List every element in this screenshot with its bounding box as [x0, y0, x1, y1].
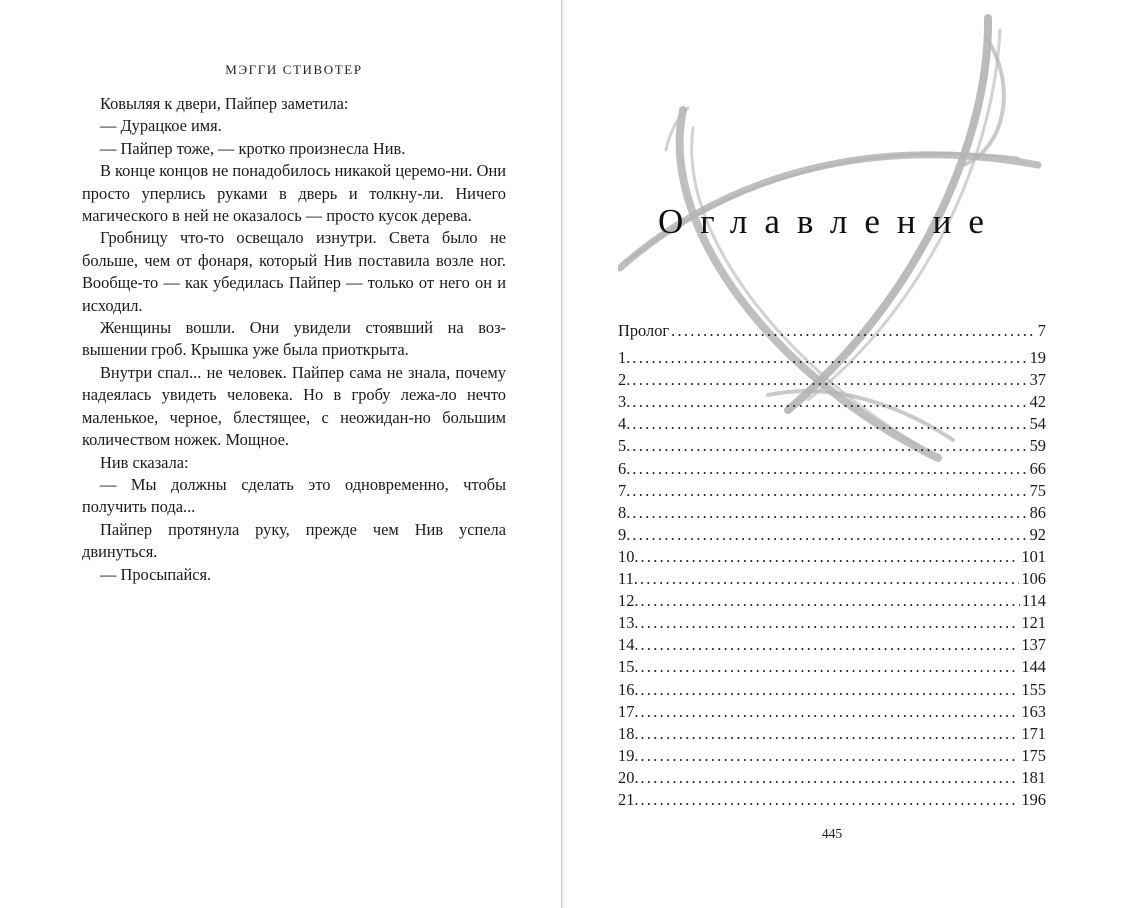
toc-entry-page: 155: [1021, 679, 1046, 699]
toc-entry-page: 144: [1021, 657, 1046, 677]
dot-leader: [641, 745, 1020, 767]
toc-entry-label: Пролог: [618, 321, 670, 340]
toc-entry-label: 13.: [618, 613, 639, 633]
toc-entry-page: 106: [1021, 569, 1046, 589]
page-number: 445: [821, 826, 843, 841]
toc-entry-page: 54: [1029, 414, 1046, 434]
toc-entry[interactable]: [618, 458, 1046, 480]
toc-entry-page: 42: [1029, 392, 1046, 412]
gutter-shadow: [562, 0, 565, 908]
toc-entry-label: 9.: [618, 524, 631, 544]
toc-entry[interactable]: [618, 634, 1046, 656]
toc-entry-label: 3.: [618, 392, 631, 412]
paragraph: Женщины вошли. Они увидели стоявший на воз-вышении гроб. Крышка уже была приоткрыта.: [82, 318, 506, 360]
paragraph: Гробницу что-то освещало изнутри. Света было не больше, чем от фонаря, который Нив поставила возле ног. Вообще-то — как убедилась Пайпер — только от него он и исходил.: [82, 228, 506, 315]
toc-entry-page: 121: [1021, 613, 1046, 633]
toc-entry[interactable]: [618, 502, 1046, 524]
table-of-contents: [618, 320, 1046, 811]
toc-entry-label: 17.: [618, 701, 639, 721]
paragraph: — Мы должны сделать это одновременно, чтобы получить пода...: [82, 474, 506, 517]
dot-leader: [641, 701, 1020, 723]
toc-entry-label: 4.: [618, 414, 631, 434]
toc-entry-page: 59: [1029, 436, 1046, 456]
toc-entry-label: 18.: [618, 723, 639, 743]
toc-entry-page: 66: [1029, 458, 1046, 478]
dot-leader: [632, 435, 1027, 457]
toc-entry-page: 7: [1037, 321, 1046, 340]
toc-entry[interactable]: [618, 347, 1046, 369]
toc-entry[interactable]: [618, 767, 1046, 789]
toc-entry[interactable]: [618, 413, 1046, 435]
dot-leader: [632, 458, 1027, 480]
toc-title: Оглавление: [658, 202, 1001, 241]
toc-entry-label: 2.: [618, 370, 631, 390]
dot-leader: [632, 391, 1027, 413]
toc-entry-label: 8.: [618, 502, 631, 522]
paragraph: Ковыляя к двери, Пайпер заметила:: [100, 94, 349, 113]
paragraph: В конце концов не понадобилось никакой церемо-ни. Они просто уперлись руками в дверь и толкну-ли. Ничего магического в ней не оказалось — просто кусок дерева.: [82, 161, 506, 226]
toc-entry-label: 15.: [618, 657, 639, 677]
toc-entry-page: 171: [1021, 723, 1046, 743]
toc-entry-page: 163: [1021, 701, 1046, 721]
toc-entry[interactable]: [618, 480, 1046, 502]
toc-entry[interactable]: [618, 369, 1046, 391]
toc-entry-label: 1.: [618, 348, 631, 368]
toc-entry-label: 7.: [618, 480, 631, 500]
toc-entry-label: 16.: [618, 679, 639, 699]
body-text: [82, 93, 506, 586]
paragraph: Нив сказала:: [100, 452, 189, 472]
dot-leader: [641, 656, 1020, 678]
dot-leader: [641, 723, 1020, 745]
toc-entry-page: 101: [1021, 546, 1046, 566]
dot-leader: [632, 480, 1027, 502]
toc-entry-label: 20.: [618, 767, 639, 787]
running-head-author: МЭГГИ СТИВОТЕР: [225, 62, 363, 77]
toc-entry[interactable]: [618, 568, 1046, 590]
toc-entry[interactable]: [618, 723, 1046, 745]
dot-leader: [641, 590, 1021, 612]
dot-leader: [632, 347, 1027, 369]
toc-entry-page: 92: [1029, 524, 1046, 544]
toc-entry-page: 196: [1021, 789, 1046, 809]
paragraph: — Просыпайся.: [100, 564, 212, 584]
toc-entry[interactable]: [618, 320, 1046, 342]
toc-entry-page: 19: [1029, 348, 1046, 368]
toc-entry[interactable]: [618, 701, 1046, 723]
dot-leader: [641, 546, 1020, 568]
toc-entry[interactable]: [618, 524, 1046, 546]
toc-entry[interactable]: [618, 612, 1046, 634]
toc-entry-page: 114: [1022, 591, 1046, 611]
toc-entry[interactable]: [618, 656, 1046, 678]
toc-entry-label: 11.: [618, 569, 638, 589]
toc-entry-label: 5.: [618, 436, 631, 456]
toc-entry-page: 86: [1029, 502, 1046, 522]
dot-leader: [632, 413, 1027, 435]
toc-entry-label: 12.: [618, 591, 639, 611]
dot-leader: [671, 320, 1036, 342]
toc-entry-label: 21.: [618, 789, 639, 809]
toc-entry[interactable]: [618, 435, 1046, 457]
toc-entry[interactable]: [618, 745, 1046, 767]
dot-leader: [640, 568, 1020, 590]
dot-leader: [641, 612, 1020, 634]
toc-entry-label: 10.: [618, 546, 639, 566]
toc-entry-page: 37: [1029, 370, 1046, 390]
dot-leader: [641, 679, 1020, 701]
toc-entry[interactable]: [618, 546, 1046, 568]
dot-leader: [641, 789, 1020, 811]
paragraph: Внутри спал... не человек. Пайпер сама не знала, почему надеялась увидеть человека. Но в гробу лежа-ло нечто маленькое, черное, блестящее, с неожидан-но большим количеством ножек. Мощное.: [82, 362, 506, 450]
toc-entry-label: 19.: [618, 745, 639, 765]
dot-leader: [632, 524, 1027, 546]
dot-leader: [632, 369, 1027, 391]
toc-entry-label: 14.: [618, 635, 639, 655]
toc-entry-page: 175: [1021, 745, 1046, 765]
dot-leader: [641, 634, 1020, 656]
toc-entry-label: 6.: [618, 458, 631, 478]
toc-entry[interactable]: [618, 679, 1046, 701]
dot-leader: [632, 502, 1027, 524]
toc-entry[interactable]: [618, 789, 1046, 811]
dot-leader: [641, 767, 1020, 789]
paragraph: — Пайпер тоже, — кротко произнесла Нив.: [100, 138, 406, 158]
toc-entry-page: 75: [1029, 480, 1046, 500]
toc-entry-page: 137: [1021, 635, 1046, 655]
toc-entry[interactable]: [618, 391, 1046, 413]
toc-entry-page: 181: [1021, 767, 1046, 787]
toc-entry[interactable]: [618, 590, 1046, 612]
paragraph: Пайпер протянула руку, прежде чем Нив успела двинуться.: [82, 519, 506, 562]
paragraph: — Дурацкое имя.: [100, 116, 222, 136]
